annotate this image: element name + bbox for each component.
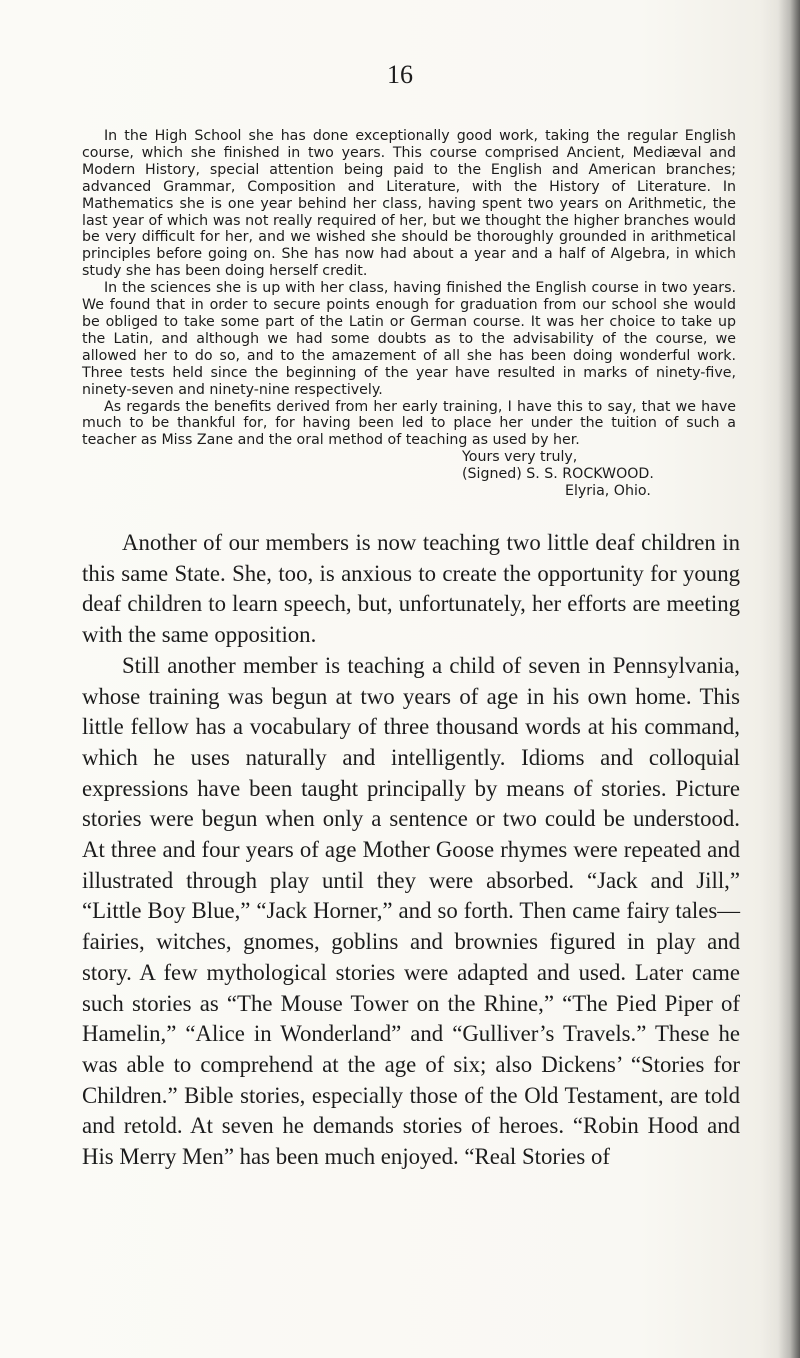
letter-paragraph: In the sciences she is up with her class, having finished the English course in two years. We found that in order to secure points enough for graduation from our school she would be obliged to take some part of the Latin or German course. It was her choice to take up the Latin, and although we had some doubts as to the advisability of the course, we allowed her to do so, and to the amazement of all she has been doing wonderful work. Three tests held since the beginning of the year have resulted in marks of ninety-five, ninety-seven and ninety-nine respectively. <box>82 280 736 398</box>
page-number: 16 <box>387 60 413 89</box>
letter-signature <box>82 449 736 500</box>
page-edge-shadow <box>778 0 800 1358</box>
letter-paragraph: As regards the benefits derived from her early training, I have this to say, that we have much to be thankful for, for having been led to place her under the tuition of such a teacher as Miss Zane and the oral method of teaching as used by her. <box>82 398 736 449</box>
letter-place: Elyria, Ohio. <box>565 483 651 500</box>
letter-closing: Yours very truly, <box>462 449 578 466</box>
letter-paragraph: In the High School she has done exceptionally good work, taking the regular English course, which she finished in two years. This course comprised Ancient, Mediæval and Modern History, special attention being paid to the English and American branches; advanced Grammar, Composition and Literature, with the History of Literature. In Mathematics she is one year behind her class, having spent two years on Arithmetic, the last year of which was not really required of her, but we thought the higher branches would be very difficult for her, and we wished she should be thoroughly grounded in arithmetical principles before going on. She has now had about a year and a half of Algebra, in which study she has been doing herself credit. <box>82 128 736 280</box>
body-paragraph: Another of our members is now teaching two little deaf children in this same State. She, too, is anxious to create the opportunity for young deaf children to learn speech, but, unfortunately, her efforts are meeting with the same opposition. <box>82 530 740 648</box>
letter-signed-name: (Signed) S. S. ROCKWOOD. <box>462 466 654 483</box>
main-text <box>82 528 740 1173</box>
body-paragraph: Still another member is teaching a child of seven in Pennsylvania, whose training was begun at two years of age in his own home. This little fellow has a vocabulary of three thousand words at his command, which he uses naturally and intelligently. Idioms and colloquial expressions have been taught principally by means of stories. Picture stories were begun when only a sentence or two could be understood. At three and four years of age Mother Goose rhymes were repeated and illustrated through play until they were absorbed. “Jack and Jill,” “Little Boy Blue,” “Jack Horner,” and so forth. Then came fairy tales—fairies, witches, gnomes, goblins and brownies figured in play and story. A few mythological stories were adapted and used. Later came such stories as “The Mouse Tower on the Rhine,” “The Pied Piper of Hamelin,” “Alice in Wonderland” and “Gulliver’s Travels.” These he was able to comprehend at the age of six; also Dickens’ “Stories for Children.” Bible stories, especially those of the Old Testament, are told and retold. At seven he demands stories of heroes. “Robin Hood and His Merry Men” has been much enjoyed. “Real Stories of <box>82 652 740 1170</box>
quoted-letter <box>82 128 736 500</box>
